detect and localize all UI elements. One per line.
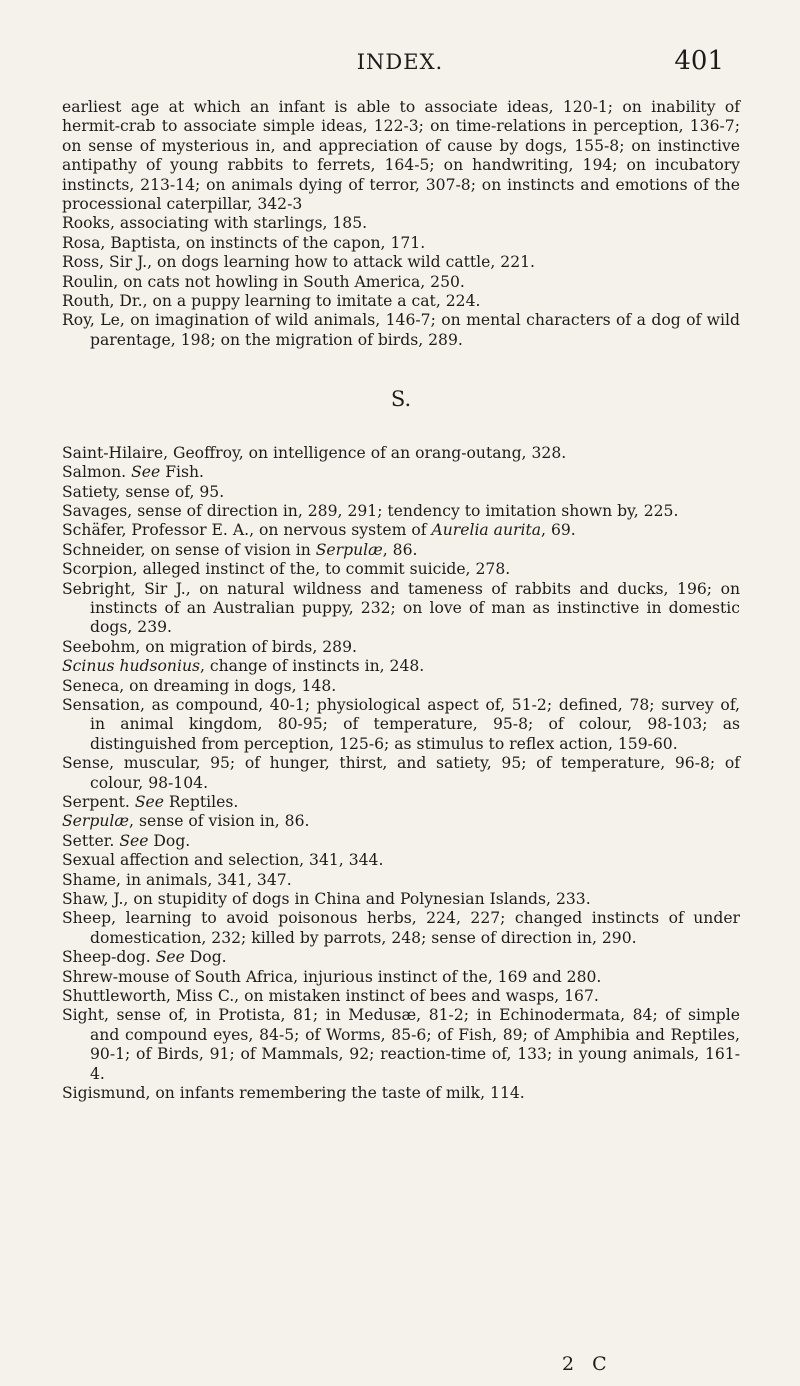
index-entry [62, 832, 740, 851]
entry-italic: Scinus hudsonius [62, 657, 200, 676]
entry-text: Schäfer, Professor E. A., on nervous system of [62, 521, 432, 540]
entry-text: , sense of vision in, 86. [129, 812, 310, 831]
index-entry [62, 580, 740, 638]
entry-text: Shaw, J., on stupidity of dogs in China and Polynesian Islands, 233. [62, 890, 591, 909]
entry-text: Schneider, on sense of vision in [62, 540, 316, 559]
entry-text: Savages, sense of direction in, 289, 291; tendency to imitation shown by, 225. [62, 501, 679, 520]
entry-text: Seebohm, on migration of birds, 289. [62, 637, 357, 656]
index-entry [62, 657, 740, 676]
index-entry: earliest age at which an infant is able to associate ideas, 120-1; on inability of hermit-crab to associate simple ideas, 122-3; on time-relations in perception, 136-7; on sense of mysterious in, and appreciation of cause by dogs, 155-8; on instinctive antipathy of young rabbits to ferrets, 164-5; on handwriting, 194; on incubatory instincts, 213-14; on animals dying of terror, 307-8; on instincts and emotions of the processional caterpillar, 342-3 [62, 98, 740, 214]
entry-text: , change of instincts in, 248. [199, 657, 425, 676]
running-head [0, 46, 800, 78]
index-entry: Rosa, Baptista, on instincts of the capon, 171. [62, 233, 426, 252]
entry-text: Sheep-dog. [62, 948, 156, 967]
index-entry [62, 987, 740, 1006]
entry-italic: See [134, 793, 164, 811]
signature-mark: 2 C [562, 1353, 613, 1375]
entry-text: Sheep, learning to avoid poisonous herbs, 224, 227; changed instincts of under domestication, 232; killed by parrots, 248; sense of direction in, 290. [62, 909, 740, 947]
index-entry [62, 890, 740, 909]
entry-text: , 69. [541, 521, 576, 540]
index-entry [62, 521, 740, 540]
index-entry [62, 871, 740, 890]
index-entry [62, 638, 740, 657]
index-entry [62, 851, 740, 870]
index-entry [62, 754, 740, 793]
entry-italic: Serpulæ [315, 540, 383, 559]
entry-italic: Aurelia aurita [431, 521, 542, 540]
entry-text: Sensation, as compound, 40-1; physiological aspect of, 51-2; defined, 78; survey of, in animal kingdom, 80-95; of temperature, 95-8; of colour, 98-103; as distinguished from perception, 125-6; as stimulus to reflex action, 159-60. [62, 695, 740, 753]
entry-text: Reptiles. [163, 793, 239, 811]
index-entry [62, 968, 740, 987]
entry-text: Shrew-mouse of South Africa, injurious instinct of the, 169 and 280. [62, 967, 602, 986]
index-entry: Routh, Dr., on a puppy learning to imitate a cat, 224. [62, 292, 481, 311]
index-entry [62, 483, 740, 502]
entry-text: Serpent. [62, 793, 135, 811]
index-entry [62, 541, 740, 560]
index-entry: Ross, Sir J., on dogs learning how to attack wild cattle, 221. [62, 253, 536, 272]
index-entry: Roy, Le, on imagination of wild animals, 146-7; on mental characters of a dog of wild parentage, 198; on the migration of birds, 289. [62, 311, 740, 349]
entry-text: Dog. [184, 948, 227, 967]
index-entry [62, 909, 740, 948]
index-body [62, 98, 740, 1104]
index-entry [62, 1084, 740, 1103]
entry-text: Sigismund, on infants remembering the taste of milk, 114. [62, 1084, 525, 1103]
entry-text: Satiety, sense of, 95. [62, 482, 225, 501]
section-s-entries [62, 444, 740, 1104]
entry-italic: See [131, 463, 161, 482]
index-entry: Rooks, associating with starlings, 185. [62, 214, 368, 233]
index-entry [62, 502, 740, 521]
page-number: 401 [674, 46, 724, 76]
entry-text: Seneca, on dreaming in dogs, 148. [62, 676, 337, 695]
index-entry: Roulin, on cats not howling in South America, 250. [62, 272, 465, 291]
entry-text: Sense, muscular, 95; of hunger, thirst, and satiety, 95; of temperature, 96-8; of colour, 98-104. [62, 754, 740, 792]
index-entry [62, 1006, 740, 1084]
entry-italic: See [119, 831, 149, 850]
entry-text: Scorpion, alleged instinct of the, to commit suicide, 278. [62, 560, 511, 579]
entry-text: Shuttleworth, Miss C., on mistaken instinct of bees and wasps, 167. [62, 987, 599, 1006]
index-entry [62, 812, 740, 831]
index-entry [62, 677, 740, 696]
index-entry [62, 444, 740, 463]
index-entry [62, 793, 740, 812]
entry-text: Sight, sense of, in Protista, 81; in Medusæ, 81-2; in Echinodermata, 84; of simple and compound eyes, 84-5; of Worms, 85-6; of Fish, 89; of Amphibia and Reptiles, 90-1; of Birds, 91; of Mammals, 92; reaction-time of, 133; in young animals, 161-4. [62, 1006, 740, 1083]
entry-text: Sexual affection and selection, 341, 344. [62, 851, 384, 870]
index-entry [62, 948, 740, 967]
entry-italic: See [155, 948, 185, 967]
entry-text: Salmon. [62, 463, 132, 482]
entry-text: , 86. [382, 540, 418, 559]
entry-text: Dog. [148, 831, 191, 850]
page-title: INDEX. [356, 50, 444, 74]
index-entry [62, 560, 740, 579]
index-entry [62, 463, 740, 482]
entry-text: Shame, in animals, 341, 347. [62, 870, 292, 889]
entry-text: Fish. [160, 463, 205, 482]
section-heading: S. [390, 387, 412, 412]
entry-text: Saint-Hilaire, Geoffroy, on intelligence of an orang-outang, 328. [62, 443, 567, 462]
index-entry [62, 696, 740, 754]
entry-text: Sebright, Sir J., on natural wildness and tameness of rabbits and ducks, 196; on instincts of an Australian puppy, 232; on love of man as instinctive in domestic dogs, 239. [62, 579, 740, 637]
entry-text: Setter. [62, 831, 120, 850]
entry-italic: Serpulæ [62, 812, 130, 831]
